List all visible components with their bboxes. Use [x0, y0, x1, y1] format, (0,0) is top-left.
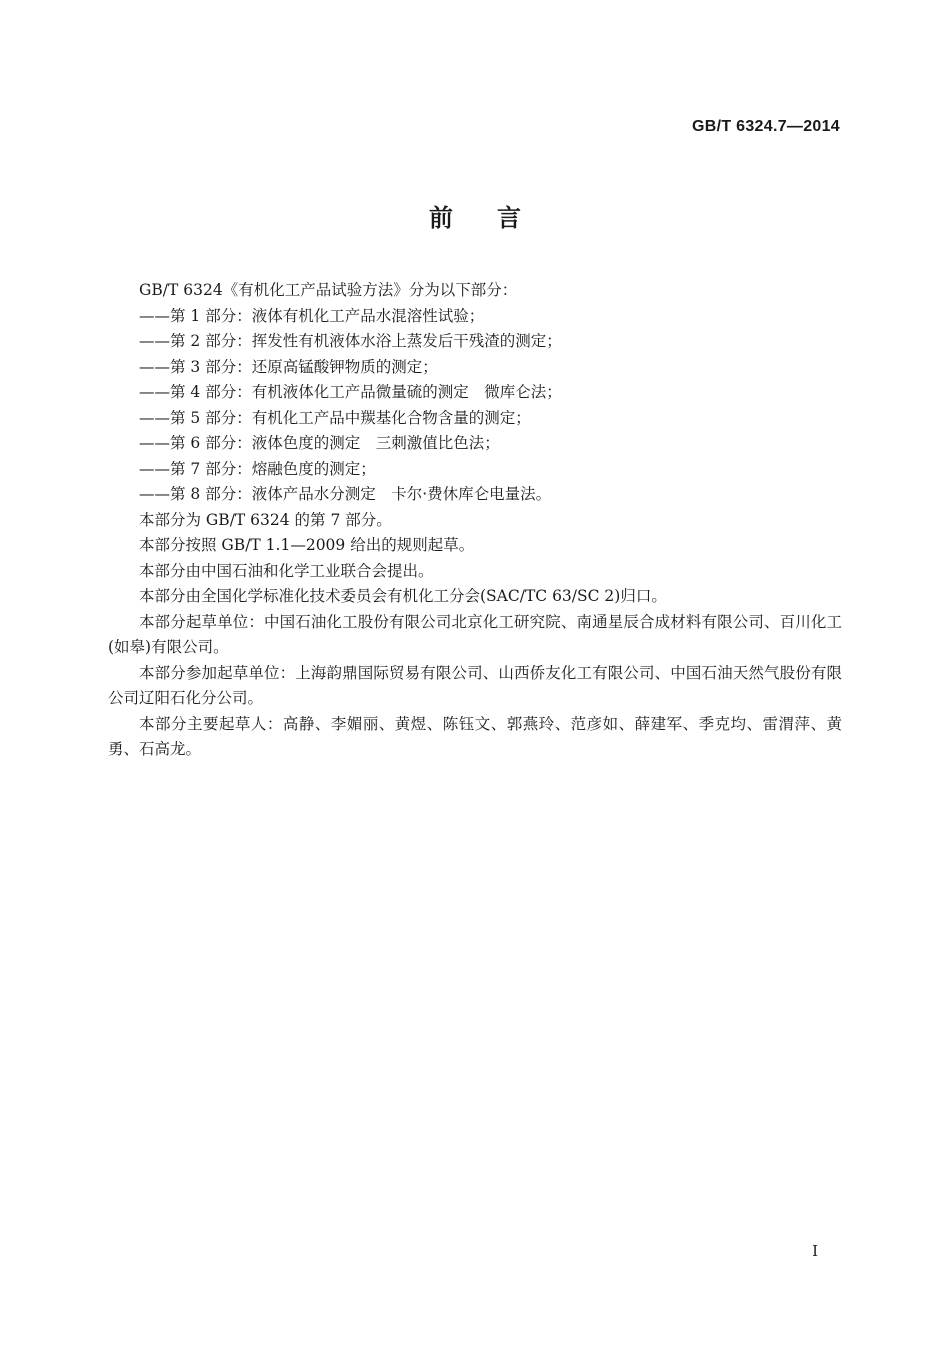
part-item-2: ——第 2 部分：挥发性有机液体水浴上蒸发后干残渣的测定；: [139, 332, 562, 350]
standard-code: GB/T 6324.7—2014: [692, 118, 840, 135]
part-item-6: ——第 6 部分：液体色度的测定 三刺激值比色法；: [139, 434, 500, 452]
statement-part-number: 本部分为 GB/T 6324 的第 7 部分。: [139, 510, 392, 529]
part-item-4: ——第 4 部分：有机液体化工产品微量硫的测定 微库仑法；: [139, 383, 562, 401]
part-item-3: ——第 3 部分：还原高锰酸钾物质的测定；: [139, 357, 438, 376]
statement-participating-units: 本部分参加起草单位：上海韵鼎国际贸易有限公司、山西侨友化工有限公司、中国石油天然气股份有限公司辽阳石化分公司。: [108, 663, 842, 707]
intro-paragraph: GB/T 6324《有机化工产品试验方法》分为以下部分：: [139, 281, 518, 299]
statement-drafting-rules: 本部分按照 GB/T 1.1—2009 给出的规则起草。: [139, 536, 475, 554]
statement-proposer: 本部分由中国石油和化学工业联合会提出。: [139, 561, 434, 580]
statement-main-drafters: 本部分主要起草人：高静、李媚丽、黄煜、陈钰文、郭燕玲、范彦如、薛建军、季克均、雷渭萍、黄勇、石高龙。: [108, 714, 842, 758]
part-item-7: ——第 7 部分：熔融色度的测定；: [139, 459, 376, 478]
part-item-5: ——第 5 部分：有机化工产品中羰基化合物含量的测定；: [139, 408, 531, 427]
page-title: 前言: [429, 204, 565, 232]
statement-committee: 本部分由全国化学标准化技术委员会有机化工分会(SAC/TC 63/SC 2)归口。: [139, 587, 667, 605]
part-item-8: ——第 8 部分：液体产品水分测定 卡尔·费休库仑电量法。: [139, 485, 552, 503]
part-item-1: ——第 1 部分：液体有机化工产品水混溶性试验；: [139, 306, 485, 325]
statement-drafting-units: 本部分起草单位：中国石油化工股份有限公司北京化工研究院、南通星辰合成材料有限公司、百川化工(如皋)有限公司。: [108, 612, 842, 656]
page-number: I: [812, 1242, 818, 1260]
foreword-body: [108, 278, 842, 763]
